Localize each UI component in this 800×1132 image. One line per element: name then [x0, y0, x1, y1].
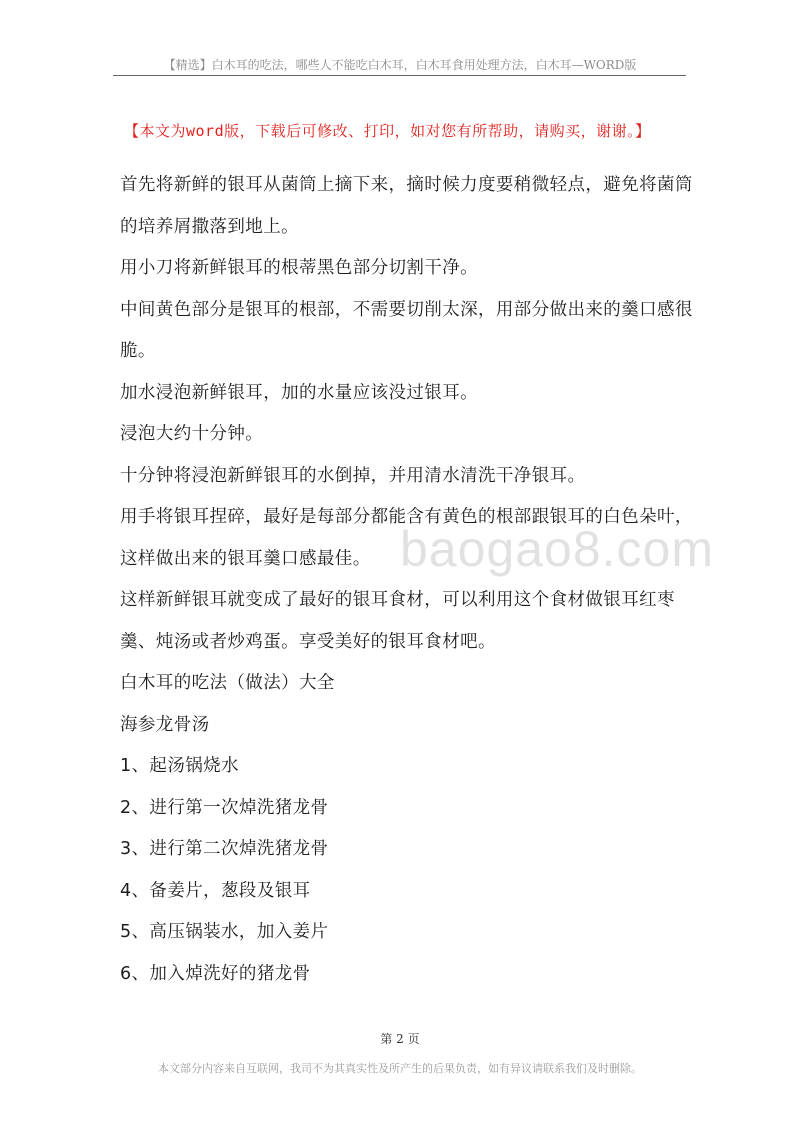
recipe-step: 5、高压锅装水，加入姜片: [120, 922, 329, 942]
recipe-step: 4、备姜片，葱段及银耳: [120, 880, 311, 901]
paragraph: 用手将银耳捏碎，最好是每部分都能含有黄色的根部跟银耳的白色朵叶，这样做出来的银耳羹口感最佳。: [120, 507, 693, 569]
recipe-title: 海参龙骨汤: [120, 714, 210, 735]
paragraph: 用小刀将新鲜银耳的根蒂黑色部分切割干净。: [120, 258, 478, 278]
recipe-step: 2、进行第一次焯洗猪龙骨: [120, 797, 329, 818]
footer-disclaimer: 本文部分内容来自互联网，我司不为其真实性及所产生的后果负责，如有异议请联系我们及时删除。: [158, 1062, 642, 1075]
paragraph: 加水浸泡新鲜银耳，加的水量应该没过银耳。: [120, 382, 478, 403]
word-version-notice: 【本文为word版，下载后可修改、打印，如对您有所帮助，请购买，谢谢。】: [124, 122, 651, 140]
recipe-step: 3、进行第二次焯洗猪龙骨: [120, 839, 329, 859]
paragraph: 中间黄色部分是银耳的根部，不需要切削太深，用部分做出来的羹口感很脆。: [120, 299, 693, 361]
paragraph: 这样新鲜银耳就变成了最好的银耳食材，可以利用这个食材做银耳红枣羹、炖汤或者炒鸡蛋。享受美好的银耳食材吧。: [120, 590, 675, 652]
paragraph: 十分钟将浸泡新鲜银耳的水倒掉，并用清水清洗干净银耳。: [120, 465, 586, 486]
recipe-step: 1、起汤锅烧水: [120, 756, 239, 776]
section-heading: 白木耳的吃法（做法）大全: [120, 673, 335, 693]
recipe-step: 6、加入焯洗好的猪龙骨: [120, 963, 311, 984]
header-divider: [113, 75, 686, 76]
paragraph: 浸泡大约十分钟。: [120, 424, 264, 444]
page-number: 第 2 页: [380, 1032, 420, 1046]
watermark: baogao8.com: [400, 521, 715, 577]
document-body: [120, 165, 695, 995]
paragraph: 首先将新鲜的银耳从菌筒上摘下来，摘时候力度要稍微轻点，避免将菌筒的培养屑撒落到地上。: [120, 175, 693, 237]
page-header: 【精选】白木耳的吃法，哪些人不能吃白木耳，白木耳食用处理方法，白木耳—WORD版: [163, 58, 637, 72]
